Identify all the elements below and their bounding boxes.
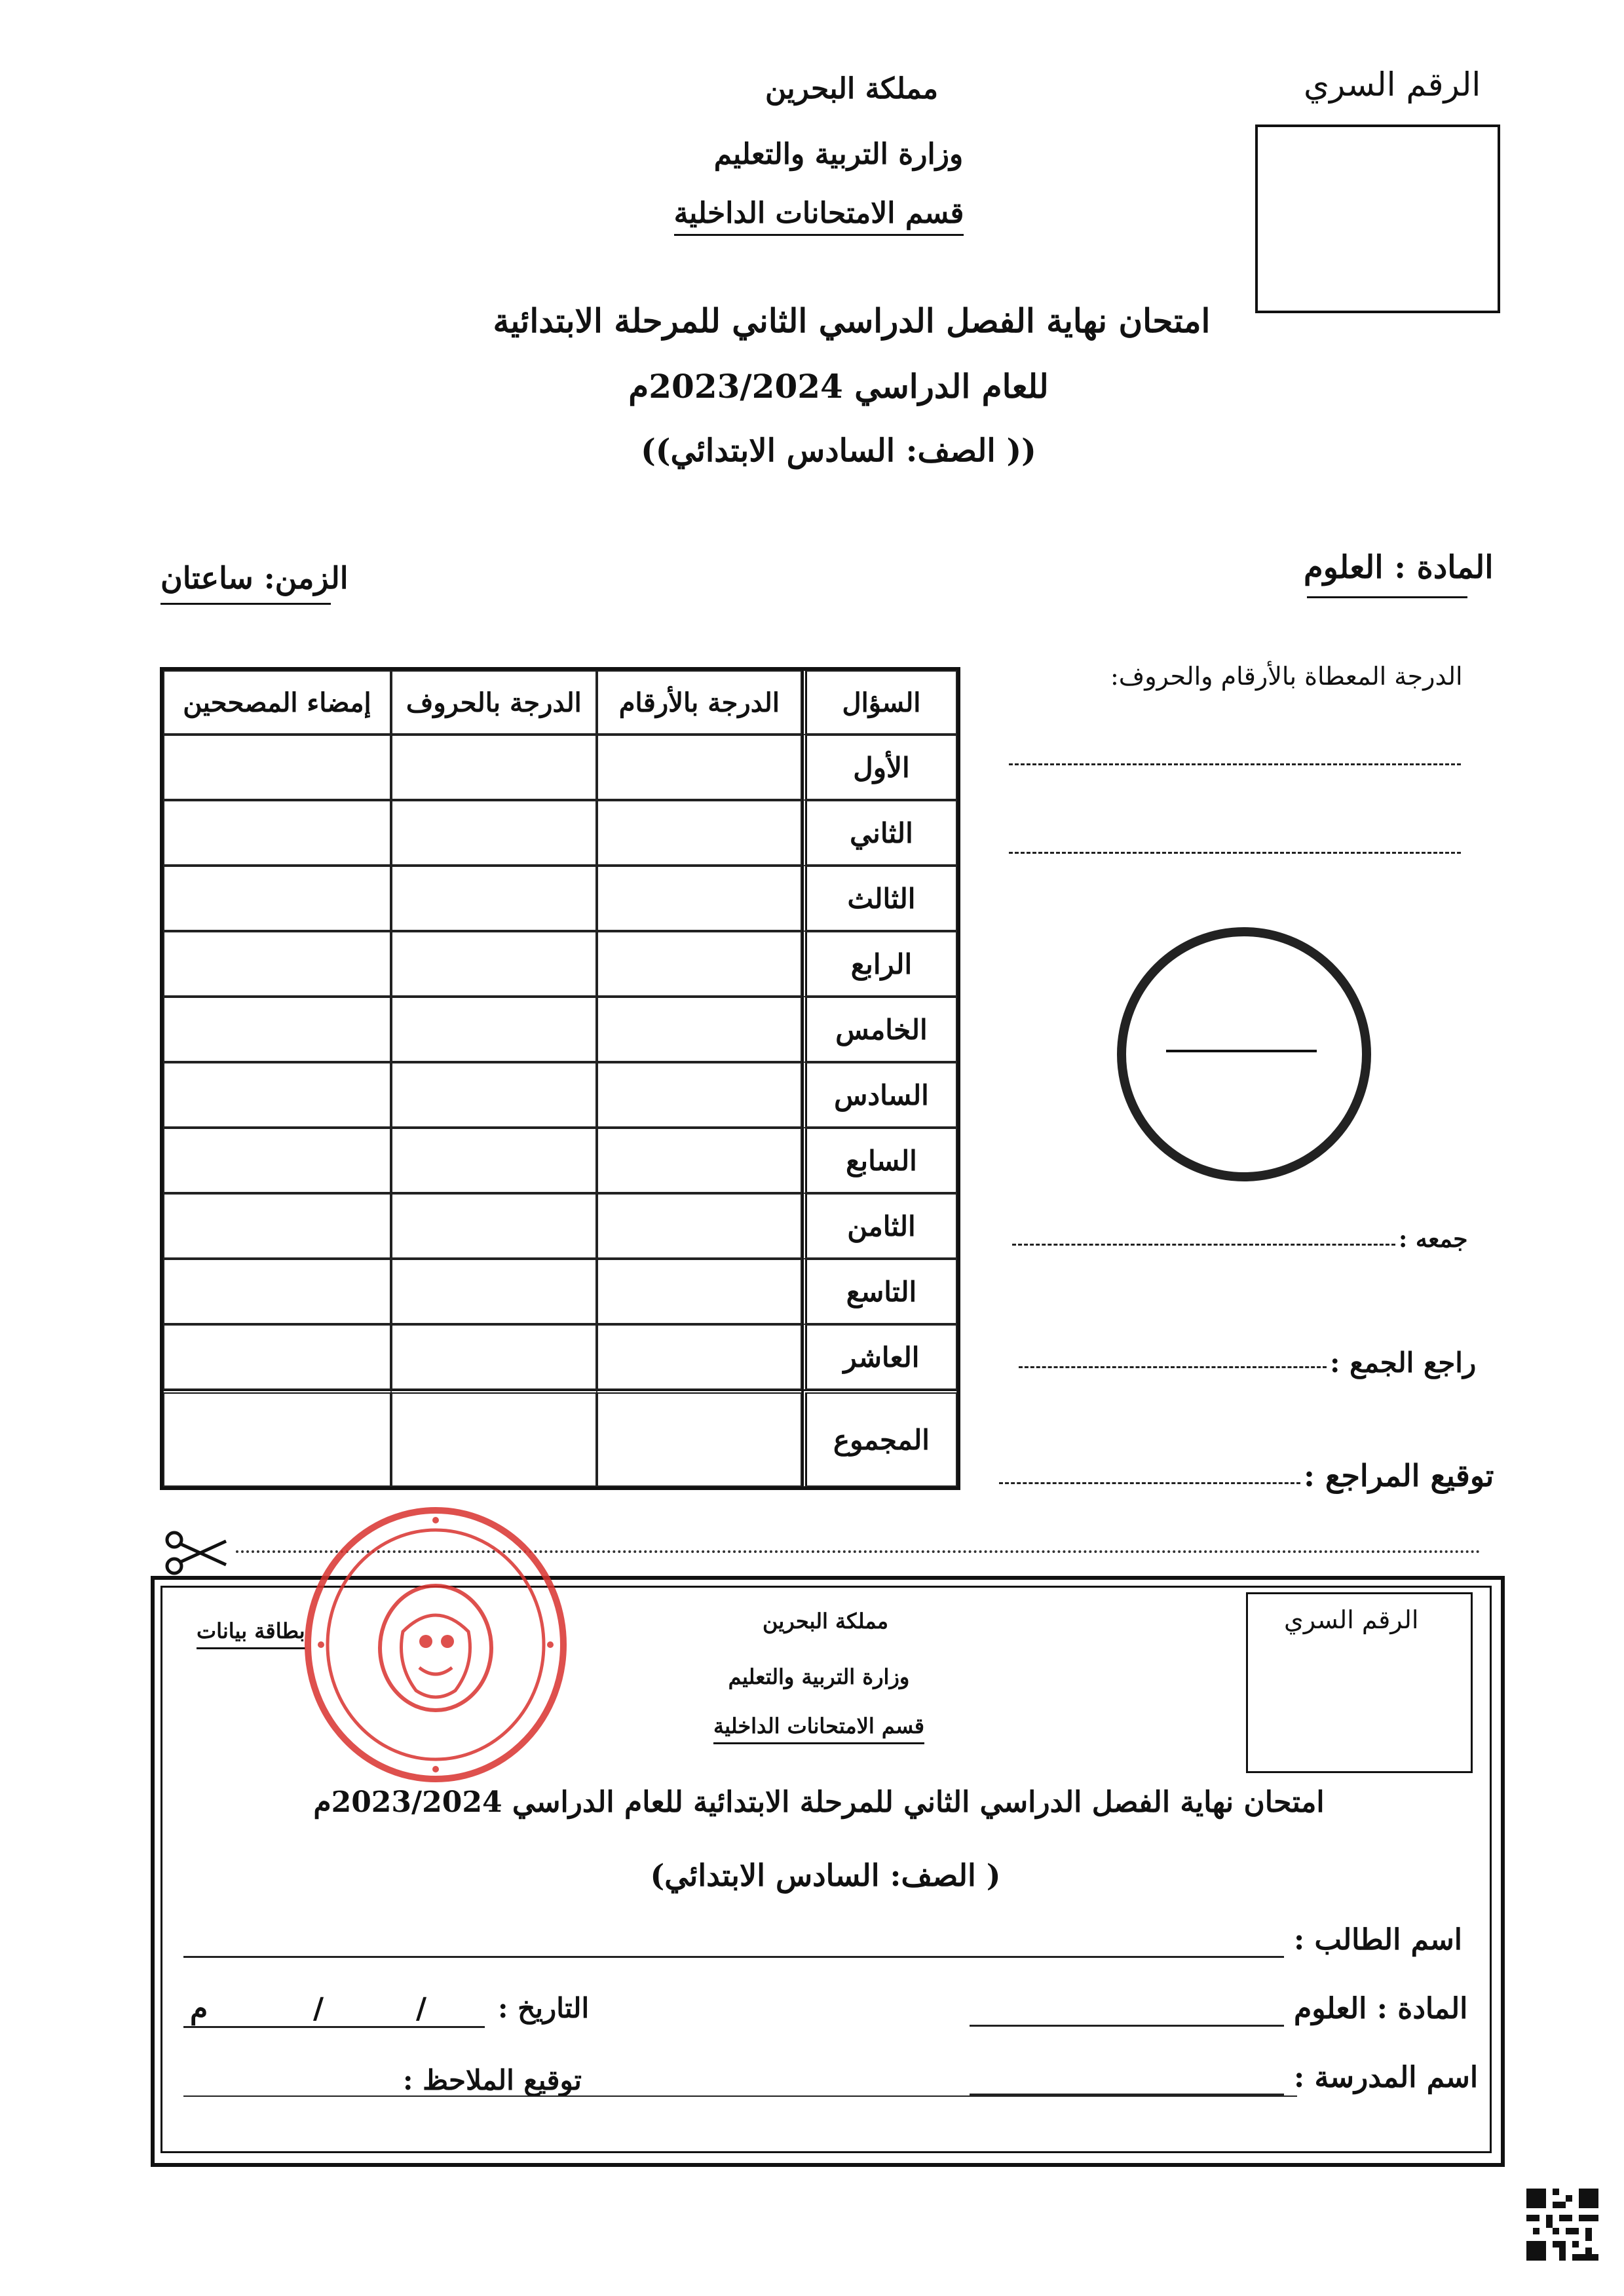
date-separator-1: / bbox=[416, 1992, 427, 2025]
total-letters-cell[interactable] bbox=[391, 1390, 597, 1487]
total-signature-cell[interactable] bbox=[163, 1390, 391, 1487]
grade-letters-cell[interactable] bbox=[391, 1259, 597, 1324]
grade-table bbox=[160, 667, 960, 1490]
date-suffix: م bbox=[190, 1992, 208, 2025]
signature-cell[interactable] bbox=[163, 866, 391, 931]
reviewed-label: راجع الجمع : bbox=[1330, 1347, 1477, 1379]
grade-numbers-cell[interactable] bbox=[597, 866, 802, 931]
card-kingdom: مملكة البحرين bbox=[762, 1609, 889, 1634]
card-ministry: وزارة التربية والتعليم bbox=[728, 1664, 910, 1689]
time-label: الزمن: ساعتان bbox=[161, 560, 349, 596]
total-label: المجموع bbox=[802, 1390, 957, 1487]
student-name-field[interactable] bbox=[183, 1956, 1284, 1958]
grade-letters-cell[interactable] bbox=[391, 800, 597, 866]
department-title bbox=[662, 197, 976, 230]
table-row-total bbox=[163, 1390, 957, 1487]
card-department bbox=[694, 1713, 943, 1738]
table-row bbox=[163, 997, 957, 1062]
grade-letters-cell[interactable] bbox=[391, 931, 597, 997]
table-row bbox=[163, 866, 957, 931]
observer-signature-field[interactable] bbox=[183, 2095, 1297, 2097]
signature-cell[interactable] bbox=[163, 1259, 391, 1324]
question-label: الثاني bbox=[802, 800, 957, 866]
grade-letters-cell[interactable] bbox=[391, 735, 597, 800]
card-data-label-text: بطاقة بيانات bbox=[197, 1618, 305, 1649]
reviewer-signature-label: توقيع المراجع : bbox=[1304, 1458, 1494, 1493]
card-exam-grade: ( الصف: السادس الابتدائي) bbox=[650, 1858, 1001, 1893]
grade-numbers-cell[interactable] bbox=[597, 997, 802, 1062]
subject-underline bbox=[1307, 596, 1467, 598]
reviewed-line[interactable] bbox=[1019, 1366, 1327, 1368]
kingdom-title: مملكة البحرين bbox=[765, 72, 939, 105]
given-grade-line-2[interactable] bbox=[1009, 852, 1461, 854]
observer-signature-label: توقيع الملاحظ : bbox=[403, 2064, 582, 2096]
signature-cell[interactable] bbox=[163, 1324, 391, 1390]
table-row bbox=[163, 800, 957, 866]
given-grade-label: الدرجة المعطاة بالأرقام والحروف: bbox=[1110, 662, 1463, 691]
qr-code-icon bbox=[1526, 2189, 1598, 2261]
question-label: الأول bbox=[802, 735, 957, 800]
signature-cell[interactable] bbox=[163, 1193, 391, 1259]
grade-table-header bbox=[163, 670, 957, 735]
grade-circle bbox=[1117, 927, 1371, 1181]
header-correctors-signature: إمضاء المصححين bbox=[163, 670, 391, 735]
signature-cell[interactable] bbox=[163, 931, 391, 997]
card-data-label bbox=[197, 1618, 305, 1643]
card-exam-title: امتحان نهاية الفصل الدراسي الثاني للمرحلة الابتدائية للعام الدراسي 2023/2024م bbox=[313, 1786, 1325, 1819]
summed-line[interactable] bbox=[1012, 1244, 1395, 1246]
header-grade-letters: الدرجة بالحروف bbox=[391, 670, 597, 735]
card-subject-field[interactable] bbox=[970, 2025, 1284, 2027]
grade-numbers-cell[interactable] bbox=[597, 1062, 802, 1128]
time-underline bbox=[161, 603, 331, 605]
question-label: السابع bbox=[802, 1128, 957, 1193]
date-label: التاريخ : bbox=[498, 1992, 590, 2024]
table-row bbox=[163, 735, 957, 800]
table-row bbox=[163, 1193, 957, 1259]
question-label: العاشر bbox=[802, 1324, 957, 1390]
date-separator-2: / bbox=[313, 1992, 324, 2025]
grade-numbers-cell[interactable] bbox=[597, 1324, 802, 1390]
reviewer-signature-line[interactable] bbox=[999, 1482, 1300, 1484]
header-question: السؤال bbox=[802, 670, 957, 735]
signature-cell[interactable] bbox=[163, 735, 391, 800]
signature-cell[interactable] bbox=[163, 997, 391, 1062]
subject-label: المادة : العلوم bbox=[1304, 549, 1494, 586]
table-row bbox=[163, 931, 957, 997]
grade-numbers-cell[interactable] bbox=[597, 1128, 802, 1193]
grade-numbers-cell[interactable] bbox=[597, 800, 802, 866]
given-grade-line-1[interactable] bbox=[1009, 763, 1461, 765]
table-row bbox=[163, 1324, 957, 1390]
grade-numbers-cell[interactable] bbox=[597, 735, 802, 800]
official-stamp-icon bbox=[298, 1501, 573, 1789]
grade-numbers-cell[interactable] bbox=[597, 931, 802, 997]
secret-number-box bbox=[1255, 124, 1500, 313]
grade-numbers-cell[interactable] bbox=[597, 1259, 802, 1324]
signature-cell[interactable] bbox=[163, 1128, 391, 1193]
table-row bbox=[163, 1062, 957, 1128]
question-label: الثالث bbox=[802, 866, 957, 931]
grade-letters-cell[interactable] bbox=[391, 997, 597, 1062]
grade-letters-cell[interactable] bbox=[391, 1324, 597, 1390]
grade-letters-cell[interactable] bbox=[391, 1128, 597, 1193]
question-label: السادس bbox=[802, 1062, 957, 1128]
department-text: قسم الامتحانات الداخلية bbox=[674, 197, 964, 236]
question-label: الخامس bbox=[802, 997, 957, 1062]
exam-title: امتحان نهاية الفصل الدراسي الثاني للمرحلة الابتدائية bbox=[493, 301, 1211, 340]
grade-letters-cell[interactable] bbox=[391, 866, 597, 931]
question-label: التاسع bbox=[802, 1259, 957, 1324]
question-label: الرابع bbox=[802, 931, 957, 997]
card-secret-number-label: الرقم السري bbox=[1284, 1605, 1419, 1634]
summed-label: جمعه : bbox=[1399, 1225, 1468, 1253]
table-row bbox=[163, 1128, 957, 1193]
total-numbers-cell[interactable] bbox=[597, 1390, 802, 1487]
header-grade-numbers: الدرجة بالأرقام bbox=[597, 670, 802, 735]
card-subject-label: المادة : العلوم bbox=[1294, 1992, 1468, 2025]
table-row bbox=[163, 1259, 957, 1324]
ministry-title: وزارة التربية والتعليم bbox=[713, 138, 964, 171]
exam-year: للعام الدراسي 2023/2024م bbox=[628, 367, 1049, 406]
school-name-label: اسم المدرسة : bbox=[1294, 2061, 1479, 2094]
secret-number-label: الرقم السري bbox=[1304, 66, 1481, 104]
exam-grade: (( الصف: السادس الابتدائي)) bbox=[641, 432, 1036, 469]
signature-cell[interactable] bbox=[163, 800, 391, 866]
grade-numbers-cell[interactable] bbox=[597, 1193, 802, 1259]
student-name-label: اسم الطالب : bbox=[1294, 1923, 1462, 1957]
grade-letters-cell[interactable] bbox=[391, 1193, 597, 1259]
grade-circle-divider bbox=[1166, 1050, 1317, 1052]
question-label: الثامن bbox=[802, 1193, 957, 1259]
grade-letters-cell[interactable] bbox=[391, 1062, 597, 1128]
signature-cell[interactable] bbox=[163, 1062, 391, 1128]
scissors-icon bbox=[164, 1527, 229, 1579]
card-department-text: قسم الامتحانات الداخلية bbox=[713, 1713, 924, 1744]
date-field[interactable] bbox=[183, 2026, 485, 2028]
